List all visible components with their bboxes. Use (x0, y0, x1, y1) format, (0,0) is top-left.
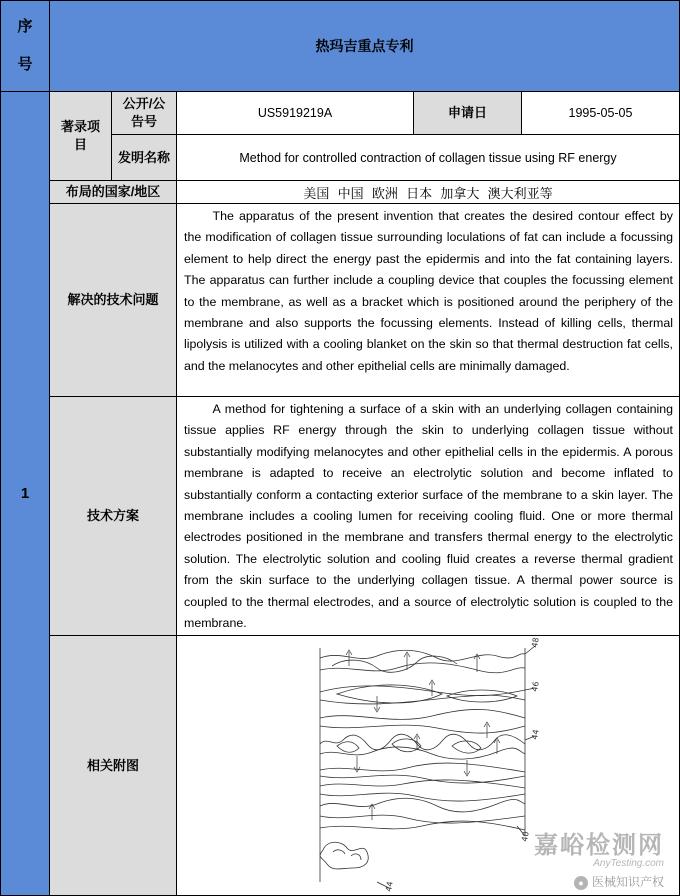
watermark-url: AnyTesting.com (593, 858, 664, 869)
table-title: 热玛吉重点专利 (315, 38, 414, 54)
watermark-sub-line (534, 873, 664, 890)
watermark-sub: 医械知识产权 (591, 875, 664, 889)
row-number-cell (0, 91, 50, 896)
title-cell (49, 0, 680, 92)
pub-no-value: US5919219A (257, 106, 333, 120)
problem-label-cell (49, 203, 177, 397)
invention-name-label-cell (111, 134, 177, 181)
countries-label-cell (49, 180, 177, 204)
app-date-value: 1995-05-05 (568, 106, 633, 120)
problem-text: The apparatus of the present invention that creates the desired contour effect by the modification of collagen tissue surrounding loculations of fat can include a focussing element to help direct the energy past the epidermis and into the fat containing layers. The apparatus can further include a coupling device that couples the focussing element to the membrane, as well as a bracket which is positioned around the periphery of the membrane and also supports the focussing elements. Instead of killing cells, thermal lipolysis is utilized with a cooling blanket on the skin so that thermal destruction fat cells, and the melanocytes and other epithelial cells are minimally damaged. (184, 209, 673, 373)
seq-header-cell (0, 0, 50, 92)
problem-label: 解决的技术问题 (67, 292, 159, 307)
invention-name-value: Method for controlled contraction of collagen tissue using RF energy (239, 150, 617, 165)
app-date-cell (521, 91, 680, 135)
figure-ref-44b: 44 (384, 880, 395, 893)
seq-label-top: 序 (17, 18, 33, 35)
solution-label-cell (49, 396, 177, 636)
biblio-label: 著录项目 (60, 119, 100, 152)
watermark (534, 825, 664, 890)
pub-no-label-cell (111, 91, 177, 135)
app-date-label-cell (413, 91, 522, 135)
figure-ref-40: 40 (520, 830, 531, 843)
pub-no-label: 公开/公告号 (122, 96, 166, 129)
solution-cell (176, 396, 680, 636)
wechat-icon: ● (574, 876, 588, 890)
countries-label: 布局的国家/地区 (65, 184, 161, 199)
countries-value: 美国 中国 欧洲 日本 加拿大 澳大利亚等 (303, 186, 553, 202)
figure-label-cell (49, 635, 177, 896)
seq-label-bottom: 号 (17, 56, 33, 73)
figure-ref-48: 48 (530, 636, 541, 649)
figure-label: 相关附图 (86, 757, 139, 773)
countries-cell (176, 180, 680, 204)
app-date-label: 申请日 (447, 105, 487, 120)
biblio-label-cell (49, 91, 112, 181)
row-number: 1 (20, 484, 30, 502)
invention-name-label: 发明名称 (118, 149, 171, 165)
figure-ref-46: 46 (530, 680, 541, 693)
solution-label: 技术方案 (86, 508, 139, 523)
invention-name-cell (176, 134, 680, 181)
watermark-main: 嘉峪检测网 (534, 832, 664, 859)
pub-no-cell (176, 91, 414, 135)
solution-text: A method for tightening a surface of a skin with an underlying collagen containing tissue applies RF energy through the skin to underlying collagen tissue without substantially modifying melanocytes and other epithelial cells in the epidermis. A porous membrane is adapted to receive an electrolytic solution and become inflated to substantially conform a contacting exterior surface of the membrane to a skin layer. The membrane includes a cooling lumen for receiving cooling fluid. One or more thermal electrodes positioned in the membrane and transfers thermal energy to the electrolytic solution. The electrolytic solution and cooling fluid creates a reverse thermal gradient from the skin surface to the underlying collagen tissue. A thermal power source is coupled to the thermal electrodes, and a source of electrolytic solution is coupled to the membrane. (184, 402, 673, 631)
problem-cell (176, 203, 680, 397)
figure-ref-44a: 44 (530, 728, 541, 741)
